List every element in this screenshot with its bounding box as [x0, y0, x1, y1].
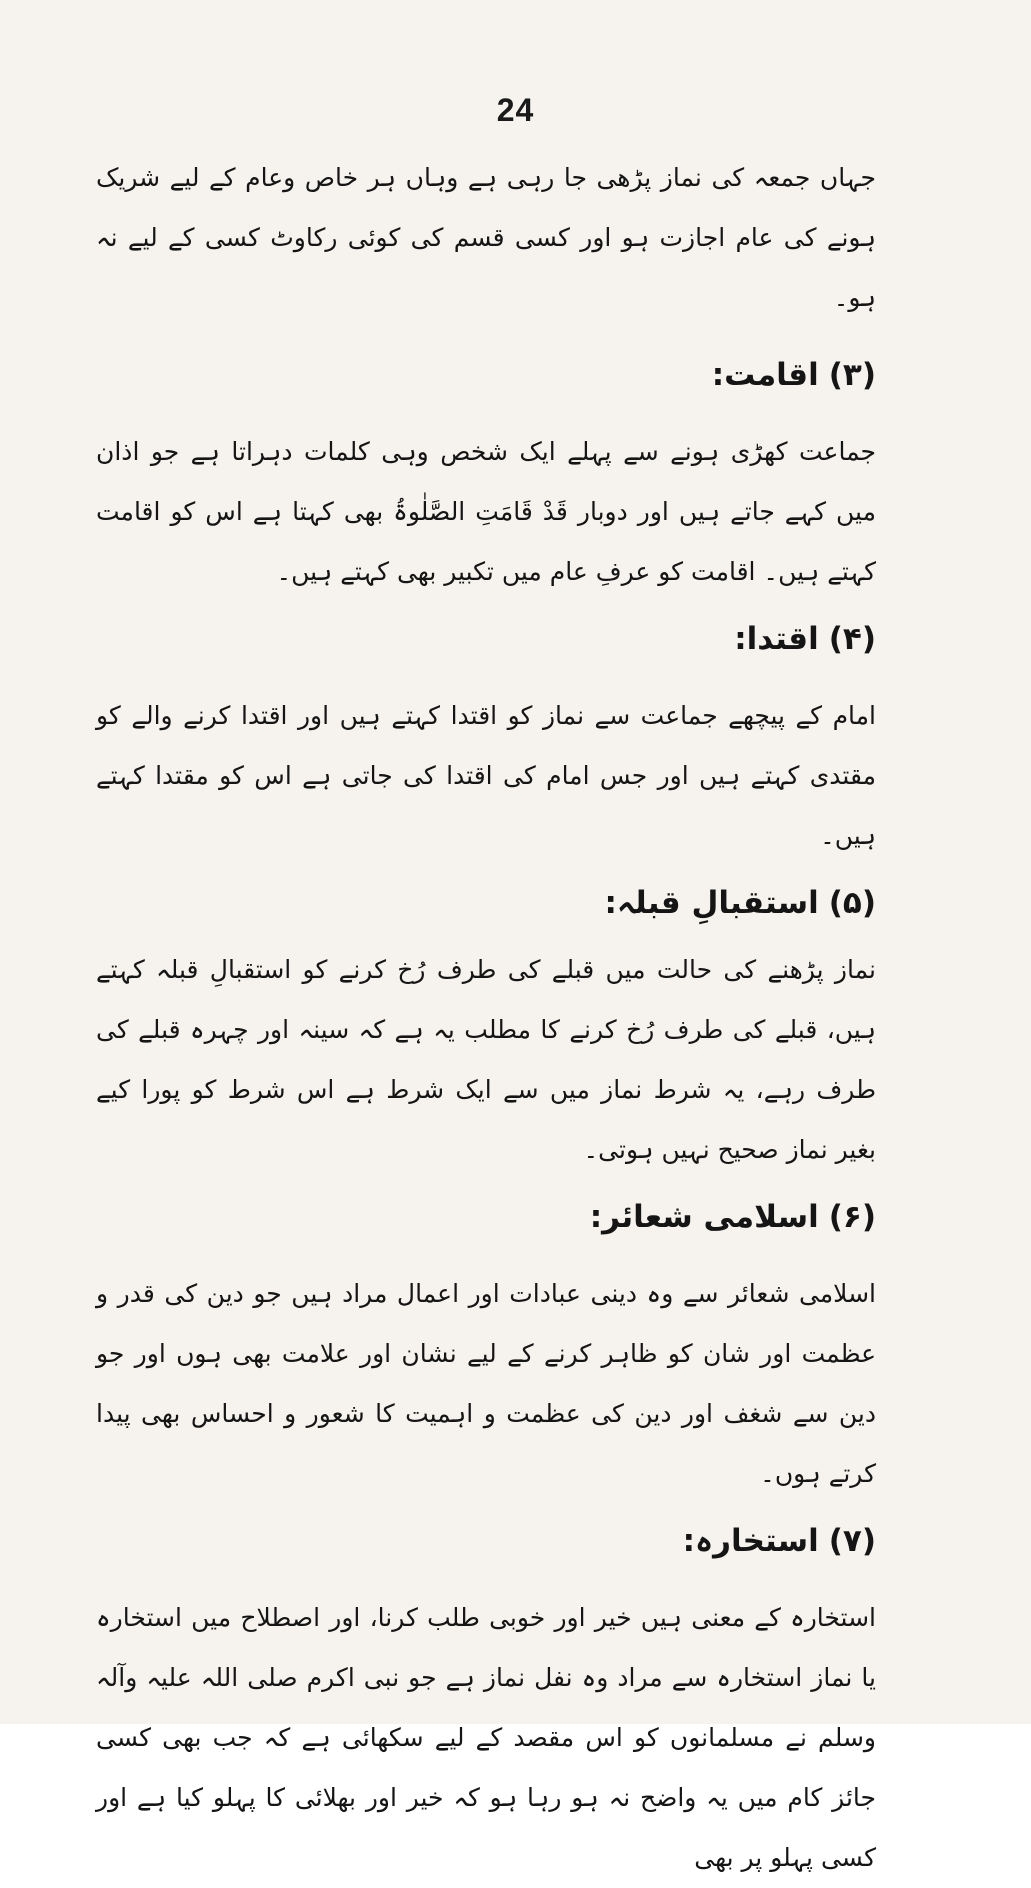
heading-iqamat [96, 338, 876, 412]
heading-title: استخارہ: [682, 1523, 819, 1559]
paragraph-islami-shaair: اسلامی شعائر سے وہ دینی عبادات اور اعمال مراد ہیں جو دین کی قدر و عظمت اور شان کو ظاہر کرنے کے لیے نشان اور علامت بھی ہوں اور جو دین سے شغف اور دین کی عظمت و اہمیت کا شعور و احساس بھی پیدا کرتے ہوں۔ [96, 1279, 876, 1488]
heading-number: (۷) [828, 1523, 876, 1559]
heading-title: اقامت: [711, 357, 819, 393]
paragraph-iqamat: جماعت کھڑی ہونے سے پہلے ایک شخص وہی کلمات دہراتا ہے جو اذان میں کہے جاتے ہیں اور دوبار قَدْ قَامَتِ الصَّلٰوۃُ بھی کہتا ہے اس کو اقامت کہتے ہیں۔ اقامت کو عرفِ عام میں تکبیر بھی کہتے ہیں۔ [96, 437, 876, 586]
heading-title: اسلامی شعائر: [589, 1199, 819, 1235]
heading-number: (۴) [828, 621, 876, 657]
heading-istiqbal-qibla [96, 866, 876, 940]
paragraph-istikhara: استخارہ کے معنی ہیں خیر اور خوبی طلب کرنا، اور اصطلاح میں استخارہ یا نماز استخارہ سے مراد وہ نفل نماز ہے جو نبی اکرم صلی اللہ علیہ وآلہ وسلم نے مسلمانوں کو اس مقصد کے لیے سکھائی ہے کہ جب بھی کسی جائز کام میں یہ واضح نہ ہو رہا ہو کہ خیر اور بھلائی کا پہلو کیا ہے اور کسی پہلو پر بھی [96, 1603, 876, 1872]
heading-title: اقتدا: [734, 621, 819, 657]
page-number: 24 [496, 92, 535, 128]
heading-iqtida [96, 602, 876, 676]
paragraph-iqtida: امام کے پیچھے جماعت سے نماز کو اقتدا کہتے ہیں اور اقتدا کرنے والے کو مقتدی کہتے ہیں اور جس امام کی اقتدا کی جاتی ہے اس کو مقتدا کہتے ہیں۔ [96, 701, 876, 850]
heading-istikhara [96, 1504, 876, 1578]
paragraph-jumua-conditions: جہاں جمعہ کی نماز پڑھی جا رہی ہے وہاں ہر خاص وعام کے لیے شریک ہونے کی عام اجازت ہو اور کسی قسم کی کوئی رکاوٹ کسی کے لیے نہ ہو۔ [96, 163, 876, 312]
page-content [96, 148, 876, 1888]
heading-number: (۳) [828, 357, 876, 393]
paragraph-istiqbal-qibla: نماز پڑھنے کی حالت میں قبلے کی طرف رُخ کرنے کو استقبالِ قبلہ کہتے ہیں، قبلے کی طرف رُخ کرنے کا مطلب یہ ہے کہ سینہ اور چہرہ قبلے کی طرف رہے، یہ شرط نماز میں سے ایک شرط ہے اس شرط کو پورا کیے بغیر نماز صحیح نہیں ہوتی۔ [96, 955, 876, 1164]
heading-islami-shaair [96, 1180, 876, 1254]
heading-number: (۶) [828, 1199, 876, 1235]
heading-number: (۵) [828, 885, 876, 921]
heading-title: استقبالِ قبلہ: [604, 885, 819, 921]
